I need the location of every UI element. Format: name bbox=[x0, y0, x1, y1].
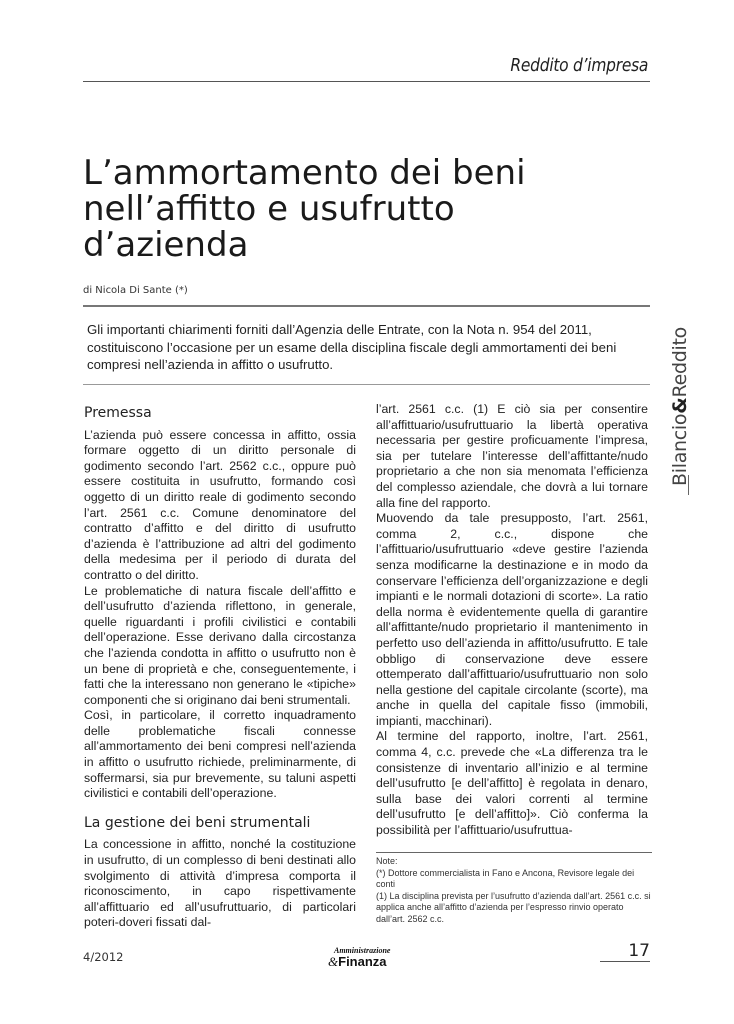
page-number: 17 bbox=[628, 941, 650, 961]
footnotes bbox=[376, 852, 652, 925]
abstract-text: Gli importanti chiarimenti forniti dall’Agenzia delle Entrate, con la Nota n. 954 del 2011, costituiscono l’occasione per un esame della disciplina fiscale degli ammortamenti dei beni compresi nell’azienda in affitto o usufrutto. bbox=[87, 322, 617, 372]
article-title bbox=[83, 155, 643, 263]
side-brand-part2: Reddito bbox=[669, 327, 691, 398]
footnote: (1) La disciplina prevista per l’usufrutto d’azienda dall’art. 2561 c.c. si applica anche all’affitto d’azienda per l’espresso rinvio operato dall’art. 2562 c.c. bbox=[376, 890, 651, 924]
byline: di Nicola Di Sante (*) bbox=[83, 285, 188, 296]
paragraph: La concessione in affitto, nonché la costituzione in usufrutto, di un complesso di beni destinati allo svolgimento di attività d’impresa comporta il riconoscimento, in capo rispettivamente all’affittuario ed all’usufruttuario, di particolari poteri-doveri fissati dal- bbox=[84, 837, 356, 930]
paragraph: Muovendo da tale presupposto, l’art. 2561, comma 2, c.c., dispone che l’affittuario/usufruttuario «deve gestire l’azienda senza modificarne la destinazione e in modo da conservare l’efficienza dell’organizzazione e degli impianti e le normali dotazioni di scorte». La ratio della norma è evidentemente quella di garantire all’affittante/nudo proprietario il mantenimento in perfetto uso dell’azienda in affitto/usufrutto. E tale obbligo di conservazione deve essere ottemperato dall’affittuario/usufruttuario non solo nella gestione del capitale circolante (scorte), ma anche in quella del capitale fisso (immobili, impianti, macchinari). bbox=[376, 511, 648, 728]
title-line: nell’affitto e usufrutto bbox=[83, 189, 455, 229]
left-column bbox=[84, 402, 356, 931]
paragraph: L’azienda può essere concessa in affitto, ossia formare oggetto di un diritto personale di godimento secondo l’art. 2562 c.c., oppure può essere costituita in usufrutto, formando così oggetto di un diritto reale di godimento secondo l’art. 2561 c.c. Comune denominatore del contratto d’affitto e del diritto di usufrutto d’azienda è l’attribuzione ad altri del godimento della medesima per il periodo di durata del contratto o del diritto. bbox=[84, 427, 356, 582]
magazine-logo bbox=[328, 946, 390, 968]
paragraph: l’art. 2561 c.c. (1) E ciò sia per consentire all’affittuario/usufruttuario la libertà operativa necessaria per gestire proficuamente l’impresa, sia per tutelare l’interesse dell’affittante/nudo proprietario a che non sia menomata l’efficienza del complesso aziendale, che dovrà a lui tornare alla fine del rapporto. bbox=[376, 402, 648, 510]
logo-line2 bbox=[328, 955, 390, 968]
side-brand-amp: & bbox=[669, 397, 691, 414]
footnotes-label: Note: bbox=[376, 856, 398, 866]
paragraph: Così, in particolare, il corretto inquadramento delle problematiche fiscali connesse all’ammortamento dei beni compresi nell’azienda in affitto o usufrutto richiede, preliminarmente, di soffermarsi, sia pur brevemente, su taluni aspetti civilistici e contabili dell’operazione. bbox=[84, 708, 356, 801]
section-header: Reddito d’impresa bbox=[510, 55, 648, 76]
side-brand bbox=[661, 296, 691, 486]
side-rule bbox=[688, 475, 689, 495]
side-brand-part1: Bilancio bbox=[669, 413, 691, 486]
logo-amp: & bbox=[328, 954, 339, 969]
paragraph: Le problematiche di natura fiscale dell’affitto e dell’usufrutto d’azienda riflettono, in generale, quelle riguardanti i profili civilistici e contabili dell’operazione. Esse derivano dalla circostanza che l’azienda condotta in affitto o usufrutto non è un bene di proprietà e che, conseguentemente, i fatti che la interessano non generano le «tipiche» componenti che si originano dai beni strumentali. bbox=[84, 583, 356, 707]
abstract-bottom-rule bbox=[83, 384, 650, 385]
abstract-top-rule bbox=[83, 305, 650, 307]
title-line: d’azienda bbox=[83, 225, 249, 265]
logo-finanza: Finanza bbox=[338, 954, 387, 969]
paragraph: Al termine del rapporto, inoltre, l’art. 2561, comma 4, c.c. prevede che «La differenza tra le consistenze di inventario all’inizio e al termine dell’usufrutto [e dell’affitto] è regolata in denaro, sulla base dei valori correnti al termine dell’usufrutto [e dell’affitto]». Ciò conferma la possibilità per l’affittuario/usufruttua- bbox=[376, 729, 648, 838]
right-column bbox=[376, 402, 648, 839]
footnotes-rule bbox=[376, 852, 652, 853]
footer-rule bbox=[600, 961, 650, 962]
logo-line1: Amministrazione bbox=[334, 946, 391, 955]
side-brand-text bbox=[669, 327, 691, 486]
header-rule bbox=[83, 81, 650, 82]
heading-premessa: Premessa bbox=[84, 405, 152, 421]
footnote: (*) Dottore commercialista in Fano e Ancona, Revisore legale dei conti bbox=[376, 867, 635, 889]
abstract-box bbox=[83, 305, 650, 385]
heading-gestione-beni: La gestione dei beni strumentali bbox=[84, 814, 311, 831]
issue-number: 4/2012 bbox=[83, 950, 124, 964]
title-line: L’ammortamento dei beni bbox=[83, 153, 526, 193]
